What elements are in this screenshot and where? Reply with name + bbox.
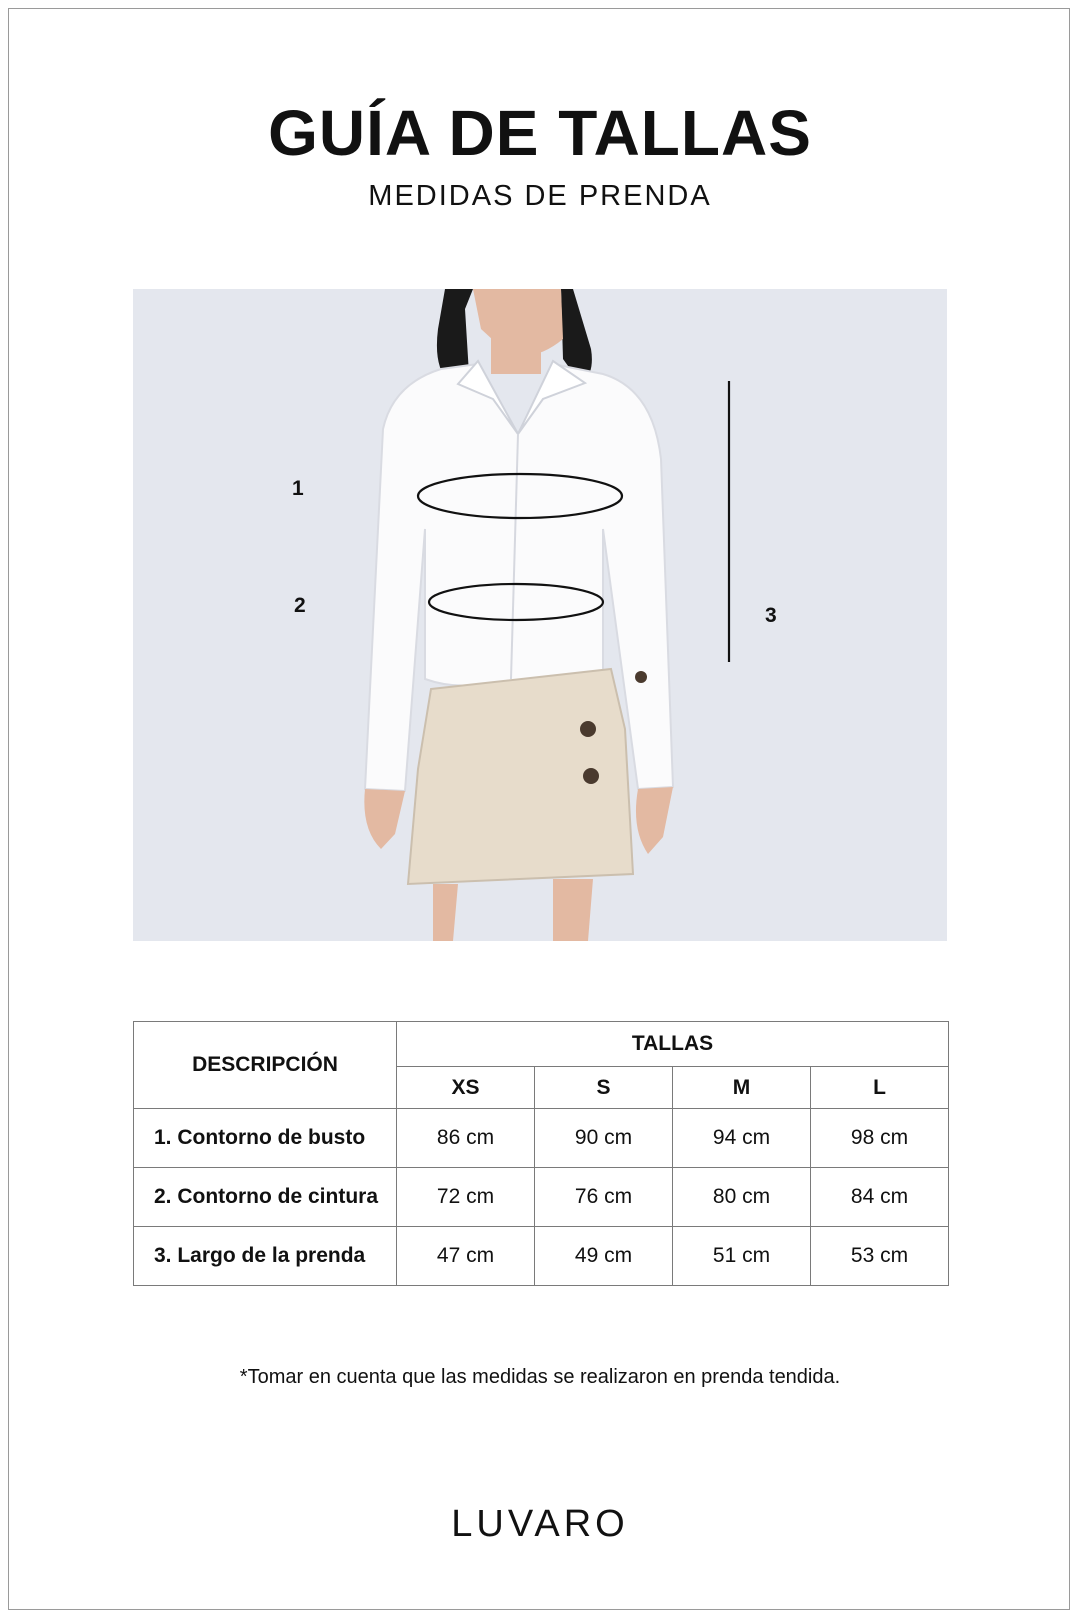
size-header-l: L [811,1067,949,1109]
description-header: DESCRIPCIÓN [134,1022,397,1109]
table-row [134,1227,949,1286]
row-label: 1. Contorno de busto [134,1109,397,1168]
table-cell: 84 cm [811,1168,949,1227]
page-title: GUÍA DE TALLAS [268,97,812,169]
table-row [134,1168,949,1227]
row-label: 3. Largo de la prenda [134,1227,397,1286]
size-header-xs: XS [397,1067,535,1109]
table-cell: 53 cm [811,1227,949,1286]
table-cell: 90 cm [535,1109,673,1168]
brand-logo: LUVARO [451,1503,629,1545]
model-illustration [133,289,947,941]
table-cell: 98 cm [811,1109,949,1168]
table-cell: 47 cm [397,1227,535,1286]
table-cell: 51 cm [673,1227,811,1286]
table-header-row [134,1022,949,1067]
table-cell: 94 cm [673,1109,811,1168]
table-cell: 86 cm [397,1109,535,1168]
model-photo [133,289,947,941]
size-header-s: S [535,1067,673,1109]
size-header-m: M [673,1067,811,1109]
length-marker-label: 3 [765,604,777,627]
table-cell: 49 cm [535,1227,673,1286]
page-subtitle: MEDIDAS DE PRENDA [368,180,712,212]
size-table [133,1021,949,1286]
row-label: 2. Contorno de cintura [134,1168,397,1227]
sizes-header: TALLAS [397,1022,949,1067]
measurement-note: *Tomar en cuenta que las medidas se realizaron en prenda tendida. [239,1366,841,1388]
waist-marker-label: 2 [294,594,306,617]
table-cell: 72 cm [397,1168,535,1227]
table-cell: 80 cm [673,1168,811,1227]
table-row [134,1109,949,1168]
bust-marker-label: 1 [292,477,304,500]
table-cell: 76 cm [535,1168,673,1227]
